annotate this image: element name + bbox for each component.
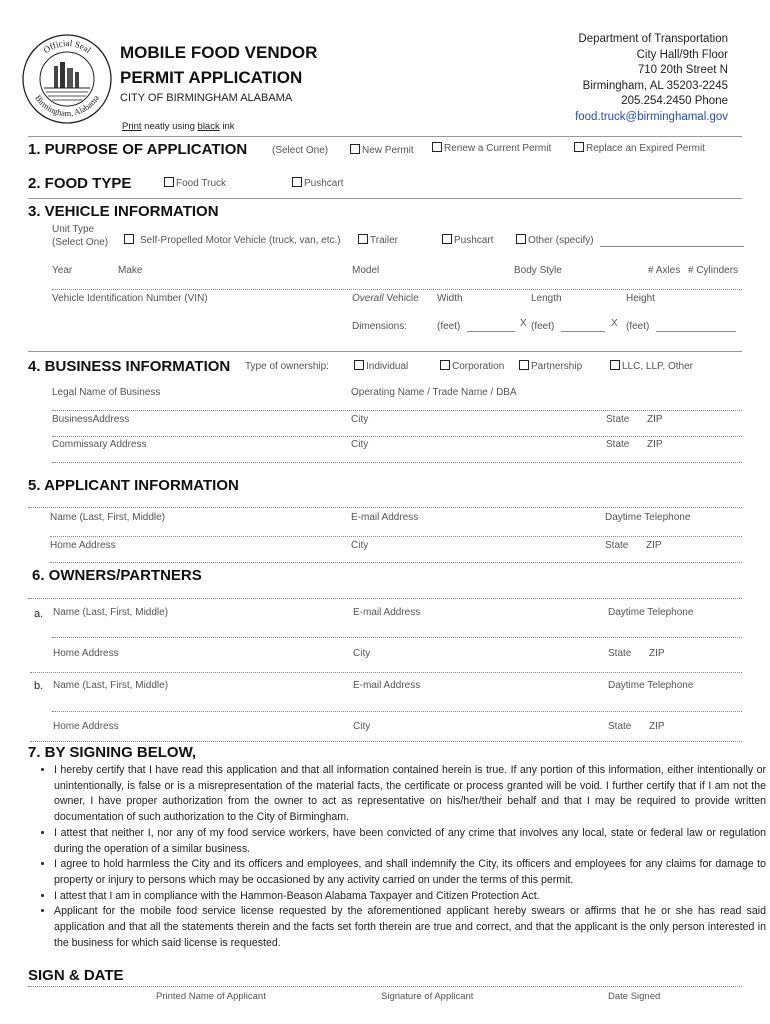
- commissary-label: Commissary Address: [52, 439, 147, 450]
- individual-option[interactable]: Individual: [354, 361, 408, 372]
- city-seal-logo: [22, 34, 112, 124]
- department-name: Department of Transportation: [578, 33, 728, 45]
- section-business-title: 4. BUSINESS INFORMATION: [28, 358, 231, 375]
- checkbox[interactable]: [354, 360, 364, 370]
- height-label: Height: [626, 293, 655, 304]
- applicant-email-label: E-mail Address: [351, 512, 419, 523]
- divider: [28, 598, 742, 599]
- ownership-label: Type of ownership:: [245, 361, 329, 372]
- model-label: Model: [352, 265, 380, 276]
- phone-number: 205.254.2450 Phone: [621, 95, 728, 107]
- legal-name-line[interactable]: [52, 410, 742, 411]
- svg-text:Official Seal: Official Seal: [41, 37, 93, 56]
- commissary-state-label: State: [606, 439, 630, 450]
- dimensions-label: Dimensions:: [352, 321, 408, 332]
- section-food-type-title: 2. FOOD TYPE: [28, 175, 132, 192]
- commissary-city-label: City: [351, 439, 369, 450]
- applicant-city-label: City: [351, 540, 369, 551]
- section-vehicle-title: 3. VEHICLE INFORMATION: [28, 203, 219, 220]
- other-specify-field[interactable]: [600, 246, 744, 247]
- checkbox[interactable]: [442, 234, 452, 244]
- owner-b-phone-label: Daytime Telephone: [608, 680, 694, 691]
- business-address-line[interactable]: [52, 436, 742, 437]
- width-field[interactable]: [467, 331, 515, 332]
- department-address: [575, 32, 728, 125]
- email-link[interactable]: food.truck@birminghamal.gov: [575, 110, 728, 123]
- city-name: CITY OF BIRMINGHAM ALABAMA: [120, 92, 293, 104]
- section-applicant-title: 5. APPLICANT INFORMATION: [28, 477, 239, 494]
- cylinders-label: # Cylinders: [688, 265, 739, 276]
- certification-item: • I agree to hold harmless the City and its officers and employees, and shall indemnify the City, its officers and employees for any claims for damage to property or injury to persons which may be occasioned by any activity carried on under the terms of this permit.: [54, 857, 766, 888]
- make-label: Make: [118, 265, 143, 276]
- unit-select-label: (Select One): [52, 237, 109, 248]
- checkbox[interactable]: [358, 234, 368, 244]
- section-signing-title: 7. BY SIGNING BELOW,: [28, 744, 197, 761]
- address-line3: Birmingham, AL 35203-2245: [582, 79, 728, 92]
- partnership-option[interactable]: Partnership: [519, 361, 582, 372]
- sign-date-title: SIGN & DATE: [28, 967, 124, 984]
- owner-a-state-label: State: [608, 648, 632, 659]
- owner-b-email-label: E-mail Address: [353, 680, 421, 691]
- owner-a-home-line[interactable]: [30, 672, 742, 673]
- form-title-line1: MOBILE FOOD VENDOR: [120, 43, 318, 62]
- divider: [28, 351, 742, 352]
- owner-b-home-line[interactable]: [30, 741, 742, 742]
- checkbox[interactable]: [124, 234, 134, 244]
- divider: [28, 198, 742, 199]
- replace-permit-option[interactable]: Replace an Expired Permit: [574, 143, 705, 154]
- address-line2: 710 20th Street N: [637, 64, 728, 76]
- renew-permit-option[interactable]: Renew a Current Permit: [432, 143, 551, 154]
- business-state-label: State: [606, 414, 630, 425]
- food-truck-option[interactable]: Food Truck: [164, 178, 226, 189]
- applicant-home-line[interactable]: [50, 562, 742, 563]
- times-sign: X: [520, 318, 527, 329]
- certification-item: • I hereby certify that I have read this application and that all information contained herein is true. If any portion of this information, either intentionally or unintentionally, is false or is a misrepresentation of the material facts, the certificate or process granted will be void. I further certify that if I am not the owner, I have proper authorization from the owner to act as representative on his/her/their behalf and that I may be required to provide written documentation of such authorization to the City of Birmingham.: [54, 763, 766, 826]
- trailer-option[interactable]: Trailer: [358, 235, 398, 246]
- length-field[interactable]: [561, 331, 605, 332]
- printed-name-label: Printed Name of Applicant: [156, 991, 266, 1002]
- svg-text:Birmingham, Alabama: Birmingham, Alabama: [33, 92, 101, 119]
- new-permit-option[interactable]: New Permit: [350, 145, 414, 156]
- llc-option[interactable]: LLC, LLP, Other: [610, 361, 693, 372]
- certification-list: [36, 763, 766, 951]
- applicant-zip-label: ZIP: [646, 540, 662, 551]
- owner-b-marker: b.: [34, 680, 44, 692]
- other-unit-option[interactable]: Other (specify): [516, 235, 594, 246]
- owner-b-name-label: Name (Last, First, Middle): [53, 680, 169, 691]
- width-label: Width: [437, 293, 463, 304]
- owner-a-city-label: City: [353, 648, 371, 659]
- year-label: Year: [52, 265, 73, 276]
- certification-item: • I attest that neither I, nor any of my food service workers, have been convicted of any crime that involves any local, state or federal law or regulation during the operation of a similar business.: [54, 826, 766, 857]
- divider: [28, 507, 742, 508]
- owner-a-marker: a.: [34, 608, 44, 620]
- applicant-state-label: State: [605, 540, 629, 551]
- commissary-zip-label: ZIP: [647, 439, 663, 450]
- owner-b-zip-label: ZIP: [649, 721, 665, 732]
- applicant-name-label: Name (Last, First, Middle): [50, 512, 166, 523]
- length-label: Length: [531, 293, 562, 304]
- applicant-name-line[interactable]: [50, 536, 742, 537]
- overall-vehicle-label: Overall Vehicle: [352, 293, 419, 304]
- times-sign: X: [611, 318, 618, 329]
- select-one-label: (Select One): [272, 145, 329, 156]
- applicant-phone-label: Daytime Telephone: [605, 512, 691, 523]
- pushcart-option[interactable]: Pushcart: [292, 178, 343, 189]
- axles-label: # Axles: [648, 265, 681, 276]
- checkbox[interactable]: [440, 360, 450, 370]
- width-feet-label: (feet): [437, 321, 461, 332]
- owner-a-home-label: Home Address: [53, 648, 119, 659]
- height-field[interactable]: [656, 331, 736, 332]
- owner-b-city-label: City: [353, 721, 371, 732]
- checkbox[interactable]: [574, 142, 584, 152]
- owner-a-phone-label: Daytime Telephone: [608, 607, 694, 618]
- unit-type-label: Unit Type: [52, 224, 95, 235]
- checkbox[interactable]: [610, 360, 620, 370]
- checkbox[interactable]: [519, 360, 529, 370]
- signature-line[interactable]: [28, 986, 742, 987]
- date-signed-label: Date Signed: [608, 991, 661, 1002]
- owner-b-home-label: Home Address: [53, 721, 119, 732]
- vehicle-row-line[interactable]: [52, 289, 742, 290]
- print-note: Print neatly using black ink: [122, 121, 235, 132]
- owner-a-name-label: Name (Last, First, Middle): [53, 607, 169, 618]
- section-owners-title: 6. OWNERS/PARTNERS: [32, 567, 202, 584]
- self-propelled-option[interactable]: Self-Propelled Motor Vehicle (truck, van, etc.): [124, 235, 341, 246]
- signature-label: Signature of Applicant: [381, 991, 474, 1002]
- commissary-line[interactable]: [52, 462, 742, 463]
- checkbox[interactable]: [516, 234, 526, 244]
- body-style-label: Body Style: [514, 265, 562, 276]
- owner-a-name-line[interactable]: [52, 637, 742, 638]
- owner-a-zip-label: ZIP: [649, 648, 665, 659]
- pushcart-unit-option[interactable]: Pushcart: [442, 235, 493, 246]
- corporation-option[interactable]: Corporation: [440, 361, 504, 372]
- address-line1: City Hall/9th Floor: [636, 48, 728, 61]
- legal-name-label: Legal Name of Business: [52, 387, 161, 398]
- divider: [28, 136, 742, 137]
- certification-item: • I attest that I am in compliance with the Hammon-Beason Alabama Taxpayer and Citizen Protection Act.: [54, 889, 766, 905]
- checkbox[interactable]: [164, 177, 174, 187]
- business-zip-label: ZIP: [647, 414, 663, 425]
- section-purpose-title: 1. PURPOSE OF APPLICATION: [28, 141, 248, 158]
- owner-b-state-label: State: [608, 721, 632, 732]
- applicant-home-label: Home Address: [50, 540, 116, 551]
- checkbox[interactable]: [350, 144, 360, 154]
- owner-b-name-line[interactable]: [52, 711, 742, 712]
- checkbox[interactable]: [292, 177, 302, 187]
- business-address-label: BusinessAddress: [52, 414, 130, 425]
- vin-label: Vehicle Identification Number (VIN): [52, 293, 208, 304]
- business-city-label: City: [351, 414, 369, 425]
- owner-a-email-label: E-mail Address: [353, 607, 421, 618]
- length-feet-label: (feet): [531, 321, 555, 332]
- checkbox[interactable]: [432, 142, 442, 152]
- form-title-line2: PERMIT APPLICATION: [120, 68, 303, 87]
- height-feet-label: (feet): [626, 321, 650, 332]
- certification-item: • Applicant for the mobile food service license requested by the aforementioned applicant hereby swears or affirms that he or she has read said application and that all the statements therein and the facts set forth therein are true and correct, and that the applicant is the only person interested in the business for which said license is requested.: [54, 904, 766, 951]
- operating-name-label: Operating Name / Trade Name / DBA: [351, 387, 517, 398]
